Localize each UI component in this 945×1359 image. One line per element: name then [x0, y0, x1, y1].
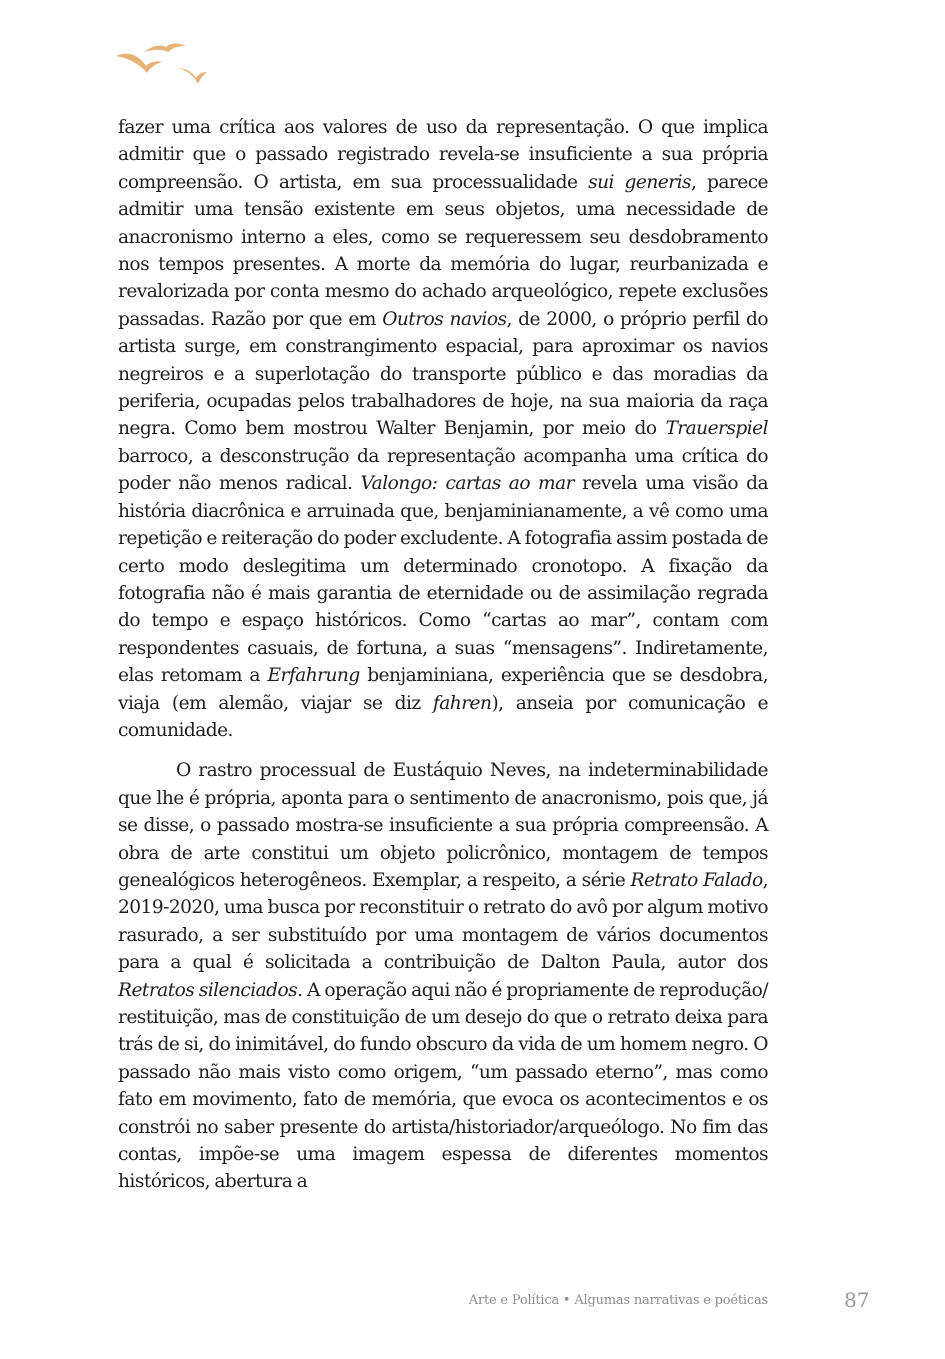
italic-term: Erfahrung	[267, 665, 360, 687]
text-run: barroco, a desconstrução da representação acompanha uma crítica do poder não menos radical.	[118, 445, 768, 495]
italic-term: Valongo: cartas ao mar	[360, 473, 575, 495]
italic-term: Trauerspiel	[665, 418, 768, 440]
italic-term: Retrato Falado	[630, 869, 763, 891]
text-run: , parece admitir uma tensão existente em seus objetos, uma necessidade de anacronismo interno a eles, como se requeressem seu desdobramento nos tempos presentes. A morte da memória do lugar, reurbanizada e revalorizada por conta mesmo do achado arqueológico, repete exclusões passadas. Razão por que em	[118, 171, 769, 330]
text-run: ), anseia por comunicação e comunidade.	[118, 692, 768, 741]
italic-term: sui generis	[588, 171, 691, 193]
seagulls-logo-icon	[114, 38, 210, 88]
body-text	[118, 114, 768, 1196]
text-run: benjaminiana, experiência que se desdobra, viaja (em alemão, viajar se diz	[118, 665, 768, 714]
paragraph	[118, 114, 768, 744]
text-run: , 2019-2020, uma busca por reconstituir o retrato do avô por algum motivo rasurado, a ser substituído por uma montagem de vários documentos para a qual é solicitada a contribuição de Dalton Paula, autor dos	[118, 869, 768, 974]
page-number: 87	[844, 1288, 870, 1312]
italic-term: Outros navios	[382, 308, 507, 330]
text-run: , de 2000, o próprio perfil do artista surge, em constrangimento espacial, para aproximar os navios negreiros e a superlotação do transporte público e das moradias da periferia, ocupadas pelos trabalhadores de hoje, na sua maioria da raça negra. Como bem mostrou Walter Benjamin, por meio do	[118, 308, 768, 440]
italic-term: fahren	[432, 692, 492, 714]
text-run: O rastro processual de Eustáquio Neves, na indeterminabilidade que lhe é própria, aponta para o sentimento de anacronismo, pois que, já se disse, o passado mostra-se insuficiente a sua própria compreensão. A obra de arte constitui um objeto policrônico, montagem de tempos genealógicos heterogêneos. Exemplar, a respeito, a série	[118, 760, 768, 891]
text-run: revela uma visão da história diacrônica e arruinada que, benjaminianamente, a vê como uma repetição e reiteração do poder excludente. A fotografia assim postada de certo modo deslegitima um determinado cronotopo. A fixação da fotografia não é mais garantia de eternidade ou de assimilação regrada do tempo e espaço históricos. Como “cartas ao mar”, contam com respondentes casuais, de fortuna, a suas “mensagens”. Indiretamente, elas retomam a	[118, 473, 768, 687]
page-footer	[0, 1288, 945, 1316]
running-title: Arte e Política • Algumas narrativas e poéticas	[468, 1293, 768, 1308]
italic-term: Retratos silenciados	[118, 979, 298, 1001]
text-run: . A operação aqui não é propriamente de reprodução/ restituição, mas de constituição de um desejo do que o retrato deixa para trás de si, do inimitável, do fundo obscuro da vida de um homem negro. O passado não mais visto como origem, “um passado eterno”, mas como fato em movimento, fato de memória, que evoca os acontecimentos e os constrói no saber presente do artista/historiador/arqueólogo. No fim das contas, impõe-se uma imagem espessa de diferentes momentos históricos, abertura a	[118, 979, 768, 1193]
paragraph	[118, 757, 768, 1196]
text-run: fazer uma crítica aos valores de uso da representação. O que implica admitir que o passado registrado revela-se insuficiente a sua própria compreensão. O artista, em sua processualidade	[118, 117, 768, 193]
